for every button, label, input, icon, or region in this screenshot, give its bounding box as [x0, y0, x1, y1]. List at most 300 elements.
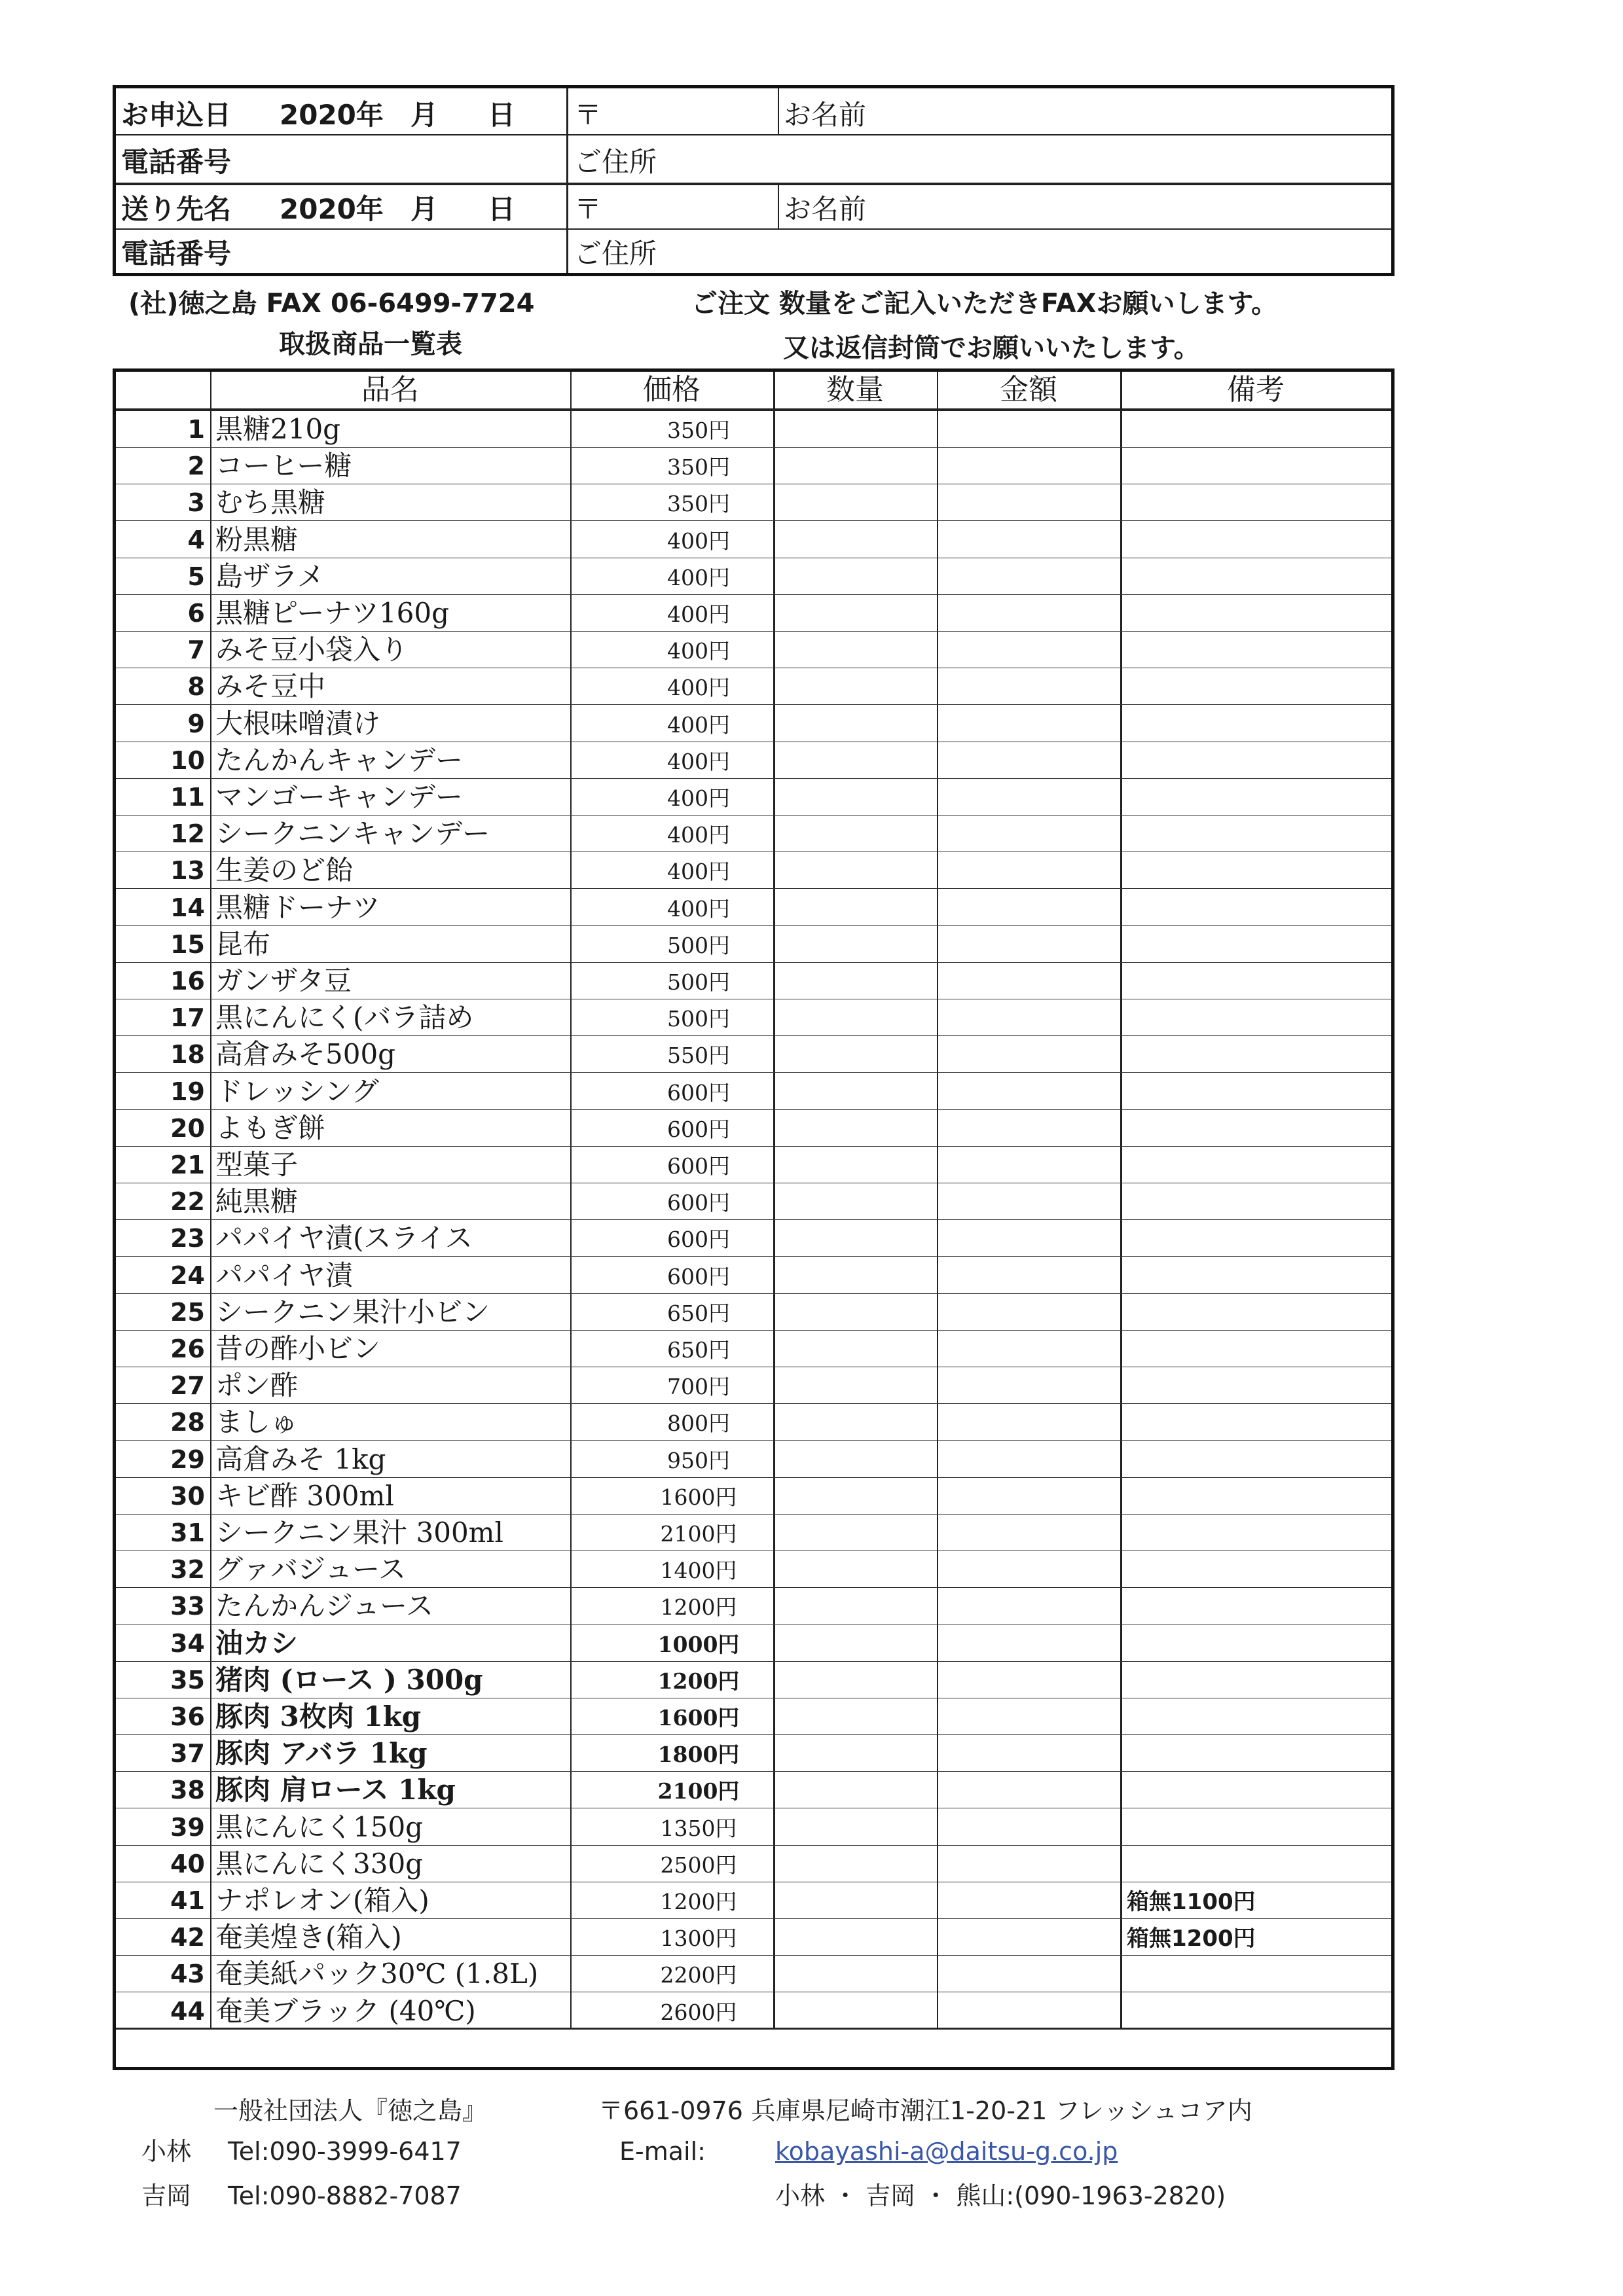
table-row: [116, 558, 1391, 595]
table-row: [116, 1036, 1391, 1073]
quantity-cell[interactable]: [776, 1478, 936, 1513]
amount-cell[interactable]: [939, 1993, 1119, 2028]
item-number: 21: [170, 1151, 205, 1179]
item-number: 11: [170, 783, 205, 812]
product-name: みそ豆中: [215, 670, 326, 703]
amount-cell[interactable]: [939, 706, 1119, 741]
table-row: [116, 1735, 1391, 1772]
quantity-cell[interactable]: [776, 1441, 936, 1477]
product-price: 350円: [667, 491, 730, 517]
table-row: [116, 1772, 1391, 1808]
amount-cell[interactable]: [939, 1919, 1119, 1954]
table-row: [116, 742, 1391, 779]
amount-cell[interactable]: [939, 1183, 1119, 1219]
table-row: [116, 1220, 1391, 1257]
table-row: [116, 1993, 1391, 2030]
amount-cell[interactable]: [939, 889, 1119, 925]
table-row: [116, 411, 1391, 448]
amount-cell[interactable]: [939, 558, 1119, 594]
postal-mark: 〒: [574, 99, 602, 131]
order-instruction-alt: 又は返信封筒でお願いいたします。: [783, 333, 1200, 363]
item-number: 6: [187, 599, 205, 628]
table-row: [116, 1147, 1391, 1183]
table-row: [116, 1331, 1391, 1367]
product-price: 550円: [667, 1043, 730, 1069]
item-number: 18: [170, 1040, 205, 1069]
quantity-cell[interactable]: [776, 1772, 936, 1807]
quantity-cell[interactable]: [776, 706, 936, 741]
quantity-cell[interactable]: [776, 1367, 936, 1403]
amount-cell[interactable]: [939, 1662, 1119, 1697]
application-month: 月: [410, 99, 439, 131]
quantity-cell[interactable]: [776, 1183, 936, 1219]
column-header-amount: 金額: [1000, 373, 1057, 406]
product-price: 950円: [667, 1447, 730, 1473]
staff-contact-line: 小林 ・ 吉岡 ・ 熊山:(090-1963-2820): [775, 2181, 1226, 2210]
item-number: 10: [170, 745, 205, 775]
item-number: 34: [170, 1628, 205, 1658]
product-price: 1200円: [657, 1668, 740, 1694]
product-price: 500円: [667, 932, 730, 958]
item-number: 17: [170, 1003, 205, 1033]
amount-cell[interactable]: [939, 852, 1119, 888]
quantity-cell[interactable]: [776, 1588, 936, 1623]
item-number: 31: [170, 1518, 205, 1547]
quantity-cell[interactable]: [776, 852, 936, 888]
form-divider: [566, 88, 568, 273]
destination-year: 2020年: [280, 193, 384, 225]
product-name: ましゅ: [215, 1406, 299, 1439]
item-number: 40: [170, 1849, 205, 1878]
amount-cell[interactable]: [939, 411, 1119, 446]
quantity-cell[interactable]: [776, 1625, 936, 1660]
amount-cell[interactable]: [939, 742, 1119, 778]
table-row: [116, 1478, 1391, 1515]
table-row: [116, 1073, 1391, 1110]
product-price: 1600円: [657, 1705, 740, 1731]
phone-label: 電話番号: [121, 238, 232, 270]
product-name: 黒にんにく330g: [215, 1847, 424, 1880]
table-row: [116, 1956, 1391, 1992]
table-row: [116, 1882, 1391, 1919]
email-link[interactable]: kobayashi-a@daitsu-g.co.jp: [775, 2137, 1118, 2166]
quantity-cell[interactable]: [776, 1735, 936, 1770]
product-name: コーヒー糖: [215, 450, 352, 482]
table-row: [116, 1110, 1391, 1147]
amount-cell[interactable]: [939, 1809, 1119, 1844]
product-name: 昆布: [215, 927, 271, 960]
product-price: 500円: [667, 1006, 730, 1032]
item-number: 2: [187, 452, 205, 481]
product-price: 1800円: [657, 1742, 740, 1768]
item-number: 13: [170, 856, 205, 886]
product-name: パパイヤ漬(スライス: [215, 1222, 473, 1255]
product-name: 高倉みそ500g: [215, 1038, 396, 1071]
item-number: 27: [170, 1371, 205, 1401]
product-name: 黒糖210g: [215, 413, 341, 445]
company-fax: (社)徳之島 FAX 06-6499-7724: [128, 289, 535, 319]
item-number: 12: [170, 819, 205, 849]
product-name: パパイヤ漬: [215, 1259, 354, 1291]
product-price: 400円: [667, 895, 730, 922]
product-price: 400円: [667, 638, 730, 664]
quantity-cell[interactable]: [776, 484, 936, 520]
quantity-cell[interactable]: [776, 411, 936, 446]
amount-cell[interactable]: [939, 1220, 1119, 1255]
item-number: 26: [170, 1335, 205, 1363]
quantity-cell[interactable]: [776, 816, 936, 851]
product-name: 黒糖ドーナツ: [215, 891, 380, 924]
product-price: 400円: [667, 601, 730, 627]
amount-cell[interactable]: [939, 1625, 1119, 1660]
column-header-quantity: 数量: [826, 373, 884, 406]
product-name: シークニンキャンデー: [215, 817, 490, 850]
quantity-cell[interactable]: [776, 632, 936, 667]
quantity-cell[interactable]: [776, 1698, 936, 1734]
product-price: 1000円: [657, 1631, 740, 1657]
item-number: 8: [187, 672, 205, 702]
application-year: 2020年: [280, 99, 384, 131]
table-row: [116, 1588, 1391, 1624]
quantity-cell[interactable]: [776, 889, 936, 925]
quantity-cell[interactable]: [776, 1846, 936, 1881]
quantity-cell[interactable]: [776, 1551, 936, 1587]
item-number: 4: [187, 525, 205, 554]
amount-cell[interactable]: [939, 1331, 1119, 1366]
quantity-cell[interactable]: [776, 1110, 936, 1145]
contact-name: 吉岡: [141, 2181, 192, 2210]
quantity-cell[interactable]: [776, 1956, 936, 1991]
quantity-cell[interactable]: [776, 1993, 936, 2028]
contact-name: 小林: [141, 2137, 192, 2166]
table-row: [116, 1183, 1391, 1220]
product-name: 島ザラメ: [215, 560, 325, 592]
product-name: 黒にんにく(バラ詰め: [215, 1001, 474, 1034]
quantity-cell[interactable]: [776, 668, 936, 704]
item-number: 22: [170, 1187, 205, 1217]
amount-cell[interactable]: [939, 1956, 1119, 1991]
item-number: 14: [170, 893, 205, 922]
product-name: 奄美ブラック (40℃): [215, 1994, 476, 2027]
quantity-cell[interactable]: [776, 595, 936, 630]
product-name: 生姜のど飴: [215, 854, 354, 887]
amount-cell[interactable]: [939, 1073, 1119, 1109]
table-row: [116, 668, 1391, 705]
form-divider: [116, 183, 1391, 185]
product-name: 豚肉 肩ロース 1kg: [215, 1774, 456, 1806]
item-number: 36: [170, 1702, 205, 1731]
amount-cell[interactable]: [939, 779, 1119, 814]
quantity-cell[interactable]: [776, 1515, 936, 1550]
quantity-cell[interactable]: [776, 1147, 936, 1182]
destination-label: 送り先名: [121, 193, 232, 225]
product-name: ポン酢: [215, 1369, 299, 1402]
product-price: 1600円: [660, 1484, 737, 1510]
amount-cell[interactable]: [939, 668, 1119, 704]
order-form-header: [113, 85, 1395, 276]
quantity-cell[interactable]: [776, 742, 936, 778]
destination-month: 月: [410, 193, 439, 225]
item-number: 33: [170, 1592, 205, 1621]
product-price: 2200円: [660, 1962, 737, 1988]
product-price: 400円: [667, 822, 730, 848]
quantity-cell[interactable]: [776, 779, 936, 814]
table-row: [116, 1441, 1391, 1478]
item-number: 29: [170, 1444, 205, 1474]
amount-cell[interactable]: [939, 484, 1119, 520]
name-label: お名前: [784, 193, 867, 225]
product-name: シークニン果汁 300ml: [215, 1516, 503, 1549]
quantity-cell[interactable]: [776, 1036, 936, 1071]
item-number: 23: [170, 1224, 205, 1253]
product-price: 600円: [667, 1153, 730, 1179]
product-price: 1200円: [660, 1594, 737, 1621]
table-row: [116, 484, 1391, 521]
amount-cell[interactable]: [939, 522, 1119, 557]
table-row: [116, 1551, 1391, 1588]
product-name: 大根味噌漬け: [215, 707, 381, 740]
product-name: 奄美紙パック30℃ (1.8L): [215, 1958, 539, 1990]
table-row: [116, 852, 1391, 889]
form-divider: [116, 134, 1391, 135]
product-name: キビ酢 300ml: [215, 1479, 394, 1512]
product-name: 粉黒糖: [215, 523, 299, 556]
product-table: [113, 368, 1395, 2070]
name-label: お名前: [784, 99, 867, 131]
quantity-cell[interactable]: [776, 1809, 936, 1844]
product-price: 600円: [667, 1079, 730, 1105]
amount-cell[interactable]: [939, 1698, 1119, 1734]
quantity-cell[interactable]: [776, 1882, 936, 1918]
column-header-name: 品名: [361, 373, 419, 406]
product-name: たんかんキャンデー: [215, 744, 464, 776]
amount-cell[interactable]: [939, 1478, 1119, 1513]
amount-cell[interactable]: [939, 632, 1119, 667]
quantity-cell[interactable]: [776, 999, 936, 1035]
product-price: 400円: [667, 711, 730, 738]
amount-cell[interactable]: [939, 963, 1119, 998]
product-price: 600円: [667, 1116, 730, 1142]
quantity-cell[interactable]: [776, 1257, 936, 1293]
product-price: 500円: [667, 969, 730, 995]
table-row: [116, 706, 1391, 742]
amount-cell[interactable]: [939, 1036, 1119, 1071]
remarks-note: 箱無1200円: [1127, 1926, 1256, 1952]
quantity-cell[interactable]: [776, 926, 936, 961]
product-price: 600円: [667, 1227, 730, 1253]
postal-mark: 〒: [574, 193, 602, 225]
application-date-label: お申込日: [121, 99, 232, 131]
amount-cell[interactable]: [939, 1147, 1119, 1182]
product-price: 600円: [667, 1263, 730, 1289]
destination-day: 日: [488, 193, 516, 225]
item-number: 5: [187, 562, 205, 591]
organization-address: 〒661-0976 兵庫県尼崎市潮江1-20-21 フレッシュコア内: [598, 2096, 1252, 2125]
address-label: ご住所: [574, 146, 657, 178]
product-price: 350円: [667, 418, 730, 443]
product-price: 1400円: [660, 1558, 737, 1584]
quantity-cell[interactable]: [776, 1220, 936, 1255]
product-price: 400円: [667, 748, 730, 774]
product-name: 豚肉 アバラ 1kg: [215, 1737, 428, 1770]
item-number: 37: [170, 1739, 205, 1768]
item-number: 43: [170, 1960, 205, 1989]
product-price: 2100円: [657, 1778, 740, 1804]
table-row: [116, 448, 1391, 484]
product-price: 1200円: [660, 1889, 737, 1914]
column-header-remarks: 備考: [1227, 373, 1285, 406]
table-row: [116, 1515, 1391, 1551]
product-name: 油カシ: [215, 1626, 299, 1659]
product-price: 350円: [667, 454, 730, 480]
product-name: むち黒糖: [215, 486, 326, 519]
product-name: シークニン果汁小ビン: [215, 1295, 490, 1328]
product-name: グァバジュース: [215, 1553, 407, 1586]
quantity-cell[interactable]: [776, 1404, 936, 1439]
amount-cell[interactable]: [939, 1551, 1119, 1587]
item-number: 16: [170, 967, 205, 996]
product-name: 豚肉 3枚肉 1kg: [215, 1700, 422, 1732]
amount-cell[interactable]: [939, 1257, 1119, 1293]
table-row: [116, 1809, 1391, 1846]
quantity-cell[interactable]: [776, 448, 936, 483]
item-number: 25: [170, 1297, 205, 1327]
item-number: 15: [170, 929, 205, 959]
item-number: 38: [170, 1776, 205, 1805]
product-name: ナポレオン(箱入): [215, 1884, 429, 1916]
product-price: 400円: [667, 859, 730, 885]
quantity-cell[interactable]: [776, 963, 936, 998]
product-price: 400円: [667, 675, 730, 701]
item-number: 19: [170, 1077, 205, 1106]
product-name: 奄美煌き(箱入): [215, 1921, 402, 1954]
table-row: [116, 1625, 1391, 1662]
product-name: 黒にんにく150g: [215, 1810, 424, 1843]
amount-cell[interactable]: [939, 816, 1119, 851]
product-price: 400円: [667, 564, 730, 590]
product-price: 1350円: [660, 1815, 737, 1841]
quantity-cell[interactable]: [776, 1294, 936, 1329]
column-header-price: 価格: [643, 373, 701, 406]
item-number: 32: [170, 1555, 205, 1585]
amount-cell[interactable]: [939, 1846, 1119, 1881]
item-number: 30: [170, 1481, 205, 1511]
product-price: 600円: [667, 1190, 730, 1216]
table-row: [116, 632, 1391, 668]
table-row: [116, 889, 1391, 926]
contact-phone: Tel:090-8882-7087: [228, 2181, 462, 2210]
product-name: よもぎ餅: [215, 1111, 326, 1144]
amount-cell[interactable]: [939, 1515, 1119, 1550]
amount-cell[interactable]: [939, 1882, 1119, 1918]
product-name: 黒糖ピーナツ160g: [215, 597, 449, 629]
amount-cell[interactable]: [939, 1588, 1119, 1623]
product-name: マンゴーキャンデー: [215, 781, 464, 813]
quantity-cell[interactable]: [776, 522, 936, 557]
product-price: 800円: [667, 1410, 730, 1437]
product-name: 猪肉 (ロース ) 300g: [215, 1663, 483, 1696]
item-number: 7: [187, 636, 205, 665]
form-divider: [778, 183, 779, 228]
table-row: [116, 1846, 1391, 1882]
product-name: 昔の酢小ビン: [215, 1333, 381, 1365]
amount-cell[interactable]: [939, 1110, 1119, 1145]
quantity-cell[interactable]: [776, 1662, 936, 1697]
item-number: 39: [170, 1812, 205, 1842]
product-price: 1300円: [660, 1926, 737, 1952]
amount-cell[interactable]: [939, 1441, 1119, 1477]
amount-cell[interactable]: [939, 1404, 1119, 1439]
product-list-title: 取扱商品一覧表: [279, 329, 462, 359]
order-instruction: ご注文 数量をご記入いただきFAXお願いします。: [691, 289, 1278, 319]
table-row: [116, 926, 1391, 963]
form-divider: [116, 228, 1391, 230]
product-price: 650円: [667, 1300, 730, 1326]
amount-cell[interactable]: [939, 448, 1119, 483]
product-name: 型菓子: [215, 1149, 299, 1181]
email-label: E-mail:: [619, 2137, 706, 2166]
product-price: 700円: [667, 1374, 730, 1400]
table-row: [116, 779, 1391, 816]
product-price: 400円: [667, 785, 730, 811]
item-number: 9: [187, 709, 205, 738]
table-row: [116, 595, 1391, 632]
phone-label: 電話番号: [121, 146, 232, 178]
application-day: 日: [488, 99, 516, 131]
quantity-cell[interactable]: [776, 1919, 936, 1954]
amount-cell[interactable]: [939, 1772, 1119, 1807]
product-name: ガンザタ豆: [215, 965, 352, 997]
item-number: 1: [187, 415, 205, 444]
contact-phone: Tel:090-3999-6417: [228, 2137, 462, 2166]
table-row: [116, 1257, 1391, 1294]
amount-cell[interactable]: [939, 595, 1119, 630]
table-row: [116, 1919, 1391, 1956]
table-row: [116, 963, 1391, 999]
product-price: 400円: [667, 528, 730, 554]
item-number: 20: [170, 1113, 205, 1143]
amount-cell[interactable]: [939, 999, 1119, 1035]
remarks-note: 箱無1100円: [1127, 1889, 1256, 1915]
item-number: 44: [170, 1996, 205, 2026]
amount-cell[interactable]: [939, 1367, 1119, 1403]
item-number: 28: [170, 1408, 205, 1437]
item-number: 35: [170, 1665, 205, 1695]
table-row: [116, 522, 1391, 558]
product-name: 高倉みそ 1kg: [215, 1443, 386, 1475]
product-price: 2600円: [660, 1999, 737, 2025]
amount-cell[interactable]: [939, 1735, 1119, 1770]
product-name: みそ豆小袋入り: [215, 634, 409, 666]
product-name: たんかんジュース: [215, 1590, 434, 1623]
item-number: 42: [170, 1923, 205, 1952]
table-row: [116, 816, 1391, 852]
product-price: 650円: [667, 1337, 730, 1363]
table-row: [116, 1404, 1391, 1441]
quantity-cell[interactable]: [776, 1331, 936, 1366]
amount-cell[interactable]: [939, 926, 1119, 961]
address-label: ご住所: [574, 238, 657, 270]
table-row: [116, 1294, 1391, 1331]
item-number: 3: [187, 488, 205, 518]
quantity-cell[interactable]: [776, 558, 936, 594]
table-row: [116, 1662, 1391, 1698]
amount-cell[interactable]: [939, 1294, 1119, 1329]
quantity-cell[interactable]: [776, 1073, 936, 1109]
table-row: [116, 1367, 1391, 1404]
form-divider: [778, 88, 779, 134]
item-number: 24: [170, 1261, 205, 1290]
